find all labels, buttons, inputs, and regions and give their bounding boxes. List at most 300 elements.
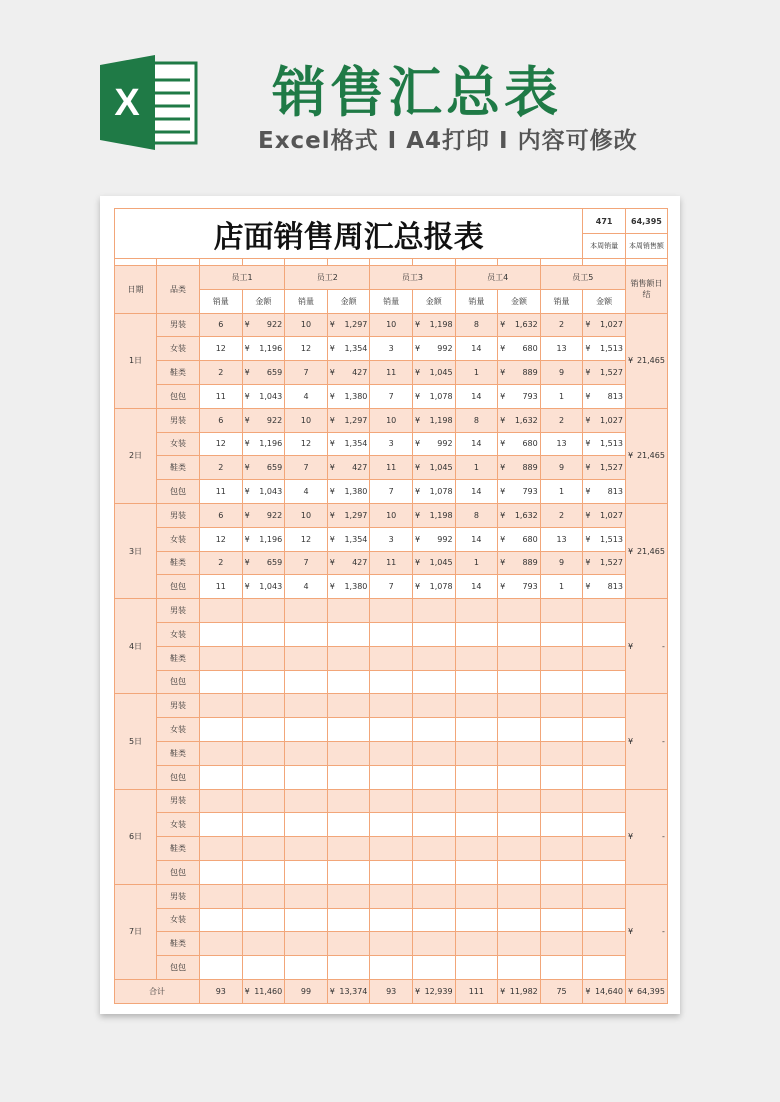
amount-cell[interactable] [327, 361, 370, 385]
empty-cell[interactable] [412, 837, 455, 861]
amount-cell[interactable] [583, 313, 626, 337]
qty-cell[interactable]: 3 [370, 527, 413, 551]
empty-cell[interactable] [412, 599, 455, 623]
empty-cell[interactable] [242, 765, 285, 789]
empty-cell[interactable] [327, 694, 370, 718]
empty-cell[interactable] [583, 884, 626, 908]
empty-cell[interactable] [540, 860, 583, 884]
empty-cell[interactable] [412, 622, 455, 646]
amount-cell[interactable] [242, 432, 285, 456]
qty-cell[interactable]: 11 [200, 575, 243, 599]
empty-cell[interactable] [412, 670, 455, 694]
empty-cell[interactable] [583, 646, 626, 670]
empty-cell[interactable] [242, 908, 285, 932]
empty-cell[interactable] [498, 741, 541, 765]
empty-cell[interactable] [242, 860, 285, 884]
qty-cell[interactable]: 12 [200, 432, 243, 456]
empty-cell[interactable] [327, 741, 370, 765]
amount-cell[interactable] [412, 408, 455, 432]
empty-cell[interactable] [370, 813, 413, 837]
empty-cell[interactable] [370, 599, 413, 623]
amount-cell[interactable] [583, 503, 626, 527]
empty-cell[interactable] [412, 884, 455, 908]
qty-cell[interactable]: 2 [540, 313, 583, 337]
table-row [115, 670, 668, 694]
amount-cell[interactable] [498, 527, 541, 551]
empty-cell[interactable] [498, 765, 541, 789]
empty-cell[interactable] [327, 908, 370, 932]
qty-cell[interactable]: 1 [455, 456, 498, 480]
empty-cell[interactable] [327, 718, 370, 742]
empty-cell[interactable] [242, 813, 285, 837]
amount-cell[interactable] [412, 361, 455, 385]
qty-cell[interactable]: 10 [285, 408, 328, 432]
empty-cell[interactable] [285, 813, 328, 837]
amount-cell[interactable] [327, 480, 370, 504]
empty-cell[interactable] [285, 956, 328, 980]
qty-cell[interactable]: 1 [540, 480, 583, 504]
empty-cell[interactable] [327, 670, 370, 694]
empty-cell[interactable] [242, 932, 285, 956]
spacer-cell [455, 259, 498, 266]
empty-cell[interactable] [498, 646, 541, 670]
qty-cell[interactable]: 14 [455, 527, 498, 551]
currency-symbol: ¥ [329, 439, 335, 449]
amount-cell[interactable] [412, 337, 455, 361]
empty-cell[interactable] [412, 765, 455, 789]
empty-cell[interactable] [200, 837, 243, 861]
qty-cell[interactable]: 10 [370, 503, 413, 527]
qty-cell[interactable]: 12 [285, 527, 328, 551]
grand-total-value: 64,395 [636, 986, 665, 996]
qty-cell[interactable]: 13 [540, 337, 583, 361]
empty-cell[interactable] [200, 884, 243, 908]
total-qty: 75 [540, 979, 583, 1003]
qty-cell[interactable]: 9 [540, 551, 583, 575]
empty-cell[interactable] [583, 908, 626, 932]
empty-cell[interactable] [242, 694, 285, 718]
empty-cell[interactable] [498, 789, 541, 813]
sheet-title: 店面销售周汇总报表 [115, 209, 583, 259]
empty-cell[interactable] [583, 837, 626, 861]
qty-cell[interactable]: 9 [540, 361, 583, 385]
empty-cell[interactable] [285, 765, 328, 789]
empty-cell[interactable] [370, 789, 413, 813]
empty-cell[interactable] [540, 789, 583, 813]
empty-cell[interactable] [327, 599, 370, 623]
empty-cell[interactable] [370, 718, 413, 742]
amount-cell[interactable] [242, 337, 285, 361]
empty-cell[interactable] [498, 884, 541, 908]
qty-cell[interactable]: 9 [540, 456, 583, 480]
empty-cell[interactable] [285, 718, 328, 742]
empty-cell[interactable] [242, 837, 285, 861]
qty-cell[interactable]: 1 [540, 384, 583, 408]
empty-cell[interactable] [583, 956, 626, 980]
empty-cell[interactable] [370, 860, 413, 884]
empty-cell[interactable] [583, 622, 626, 646]
amount-cell[interactable] [498, 313, 541, 337]
empty-cell[interactable] [540, 908, 583, 932]
empty-cell[interactable] [285, 932, 328, 956]
amount-cell[interactable] [583, 527, 626, 551]
qty-cell[interactable]: 7 [285, 361, 328, 385]
empty-cell[interactable] [583, 599, 626, 623]
empty-cell[interactable] [583, 932, 626, 956]
amount-cell[interactable] [412, 575, 455, 599]
amount-cell[interactable] [583, 337, 626, 361]
empty-cell[interactable] [370, 670, 413, 694]
qty-cell[interactable]: 7 [370, 575, 413, 599]
qty-cell[interactable]: 14 [455, 432, 498, 456]
qty-cell[interactable]: 6 [200, 503, 243, 527]
empty-cell[interactable] [583, 813, 626, 837]
empty-cell[interactable] [498, 956, 541, 980]
category-cell: 包包 [157, 860, 200, 884]
empty-cell[interactable] [370, 741, 413, 765]
empty-cell[interactable] [412, 741, 455, 765]
empty-cell[interactable] [498, 694, 541, 718]
qty-cell[interactable]: 8 [455, 313, 498, 337]
qty-cell[interactable]: 6 [200, 408, 243, 432]
empty-cell[interactable] [412, 860, 455, 884]
empty-cell[interactable] [327, 956, 370, 980]
empty-cell[interactable] [285, 789, 328, 813]
empty-cell[interactable] [455, 622, 498, 646]
currency-symbol: ¥ [627, 927, 634, 937]
amount-cell[interactable] [327, 337, 370, 361]
qty-cell[interactable]: 10 [370, 313, 413, 337]
empty-cell[interactable] [455, 646, 498, 670]
empty-cell[interactable] [200, 860, 243, 884]
amount-cell[interactable] [327, 432, 370, 456]
amount-cell[interactable] [242, 361, 285, 385]
empty-cell[interactable] [540, 813, 583, 837]
empty-cell[interactable] [285, 908, 328, 932]
empty-cell[interactable] [412, 932, 455, 956]
empty-cell[interactable] [455, 908, 498, 932]
empty-cell[interactable] [583, 789, 626, 813]
empty-cell[interactable] [540, 932, 583, 956]
empty-cell[interactable] [200, 599, 243, 623]
amount-cell[interactable] [242, 575, 285, 599]
empty-cell[interactable] [455, 956, 498, 980]
amount-cell[interactable] [498, 361, 541, 385]
amount-cell[interactable] [498, 575, 541, 599]
qty-cell[interactable]: 8 [455, 408, 498, 432]
amount-cell[interactable] [327, 503, 370, 527]
empty-cell[interactable] [498, 837, 541, 861]
qty-cell[interactable]: 1 [455, 361, 498, 385]
empty-cell[interactable] [540, 646, 583, 670]
empty-cell[interactable] [285, 646, 328, 670]
empty-cell[interactable] [285, 884, 328, 908]
qty-cell[interactable]: 7 [370, 384, 413, 408]
empty-cell[interactable] [455, 741, 498, 765]
empty-cell[interactable] [540, 884, 583, 908]
amount-cell[interactable] [242, 480, 285, 504]
amount-cell[interactable] [327, 527, 370, 551]
qty-cell[interactable]: 11 [370, 551, 413, 575]
empty-cell[interactable] [327, 646, 370, 670]
empty-cell[interactable] [200, 670, 243, 694]
empty-cell[interactable] [498, 860, 541, 884]
empty-cell[interactable] [370, 694, 413, 718]
qty-cell[interactable]: 13 [540, 527, 583, 551]
qty-cell[interactable]: 14 [455, 480, 498, 504]
qty-cell[interactable]: 14 [455, 384, 498, 408]
empty-cell[interactable] [540, 765, 583, 789]
qty-cell[interactable]: 2 [200, 361, 243, 385]
empty-cell[interactable] [370, 956, 413, 980]
empty-cell[interactable] [200, 718, 243, 742]
empty-cell[interactable] [583, 860, 626, 884]
empty-cell[interactable] [455, 670, 498, 694]
empty-cell[interactable] [200, 622, 243, 646]
empty-cell[interactable] [242, 599, 285, 623]
empty-cell[interactable] [455, 860, 498, 884]
empty-cell[interactable] [242, 622, 285, 646]
empty-cell[interactable] [455, 694, 498, 718]
amount-cell[interactable] [498, 456, 541, 480]
empty-cell[interactable] [455, 789, 498, 813]
empty-cell[interactable] [285, 670, 328, 694]
empty-cell[interactable] [242, 646, 285, 670]
empty-cell[interactable] [200, 789, 243, 813]
qty-cell[interactable]: 4 [285, 384, 328, 408]
empty-cell[interactable] [370, 622, 413, 646]
empty-cell[interactable] [242, 789, 285, 813]
amount-cell[interactable] [412, 384, 455, 408]
empty-cell[interactable] [285, 599, 328, 623]
empty-cell[interactable] [200, 646, 243, 670]
empty-cell[interactable] [200, 932, 243, 956]
empty-cell[interactable] [498, 908, 541, 932]
empty-cell[interactable] [285, 837, 328, 861]
amount-cell[interactable] [327, 551, 370, 575]
qty-cell[interactable]: 12 [285, 432, 328, 456]
empty-cell[interactable] [285, 860, 328, 884]
empty-cell[interactable] [583, 694, 626, 718]
qty-cell[interactable]: 8 [455, 503, 498, 527]
empty-cell[interactable] [370, 837, 413, 861]
qty-cell[interactable]: 11 [370, 361, 413, 385]
amount-cell[interactable] [498, 337, 541, 361]
qty-cell[interactable]: 11 [370, 456, 413, 480]
qty-cell[interactable]: 14 [455, 337, 498, 361]
qty-cell[interactable]: 1 [540, 575, 583, 599]
qty-cell[interactable]: 7 [285, 456, 328, 480]
currency-symbol: ¥ [329, 510, 335, 520]
empty-cell[interactable] [455, 718, 498, 742]
amount-cell[interactable] [412, 503, 455, 527]
qty-cell[interactable]: 11 [200, 384, 243, 408]
empty-cell[interactable] [412, 718, 455, 742]
empty-cell[interactable] [327, 932, 370, 956]
empty-cell[interactable] [540, 837, 583, 861]
amount-cell[interactable] [327, 456, 370, 480]
empty-cell[interactable] [327, 813, 370, 837]
qty-cell[interactable]: 7 [285, 551, 328, 575]
empty-cell[interactable] [455, 599, 498, 623]
empty-cell[interactable] [370, 765, 413, 789]
empty-cell[interactable] [455, 837, 498, 861]
empty-cell[interactable] [327, 622, 370, 646]
empty-cell[interactable] [242, 884, 285, 908]
empty-cell[interactable] [540, 622, 583, 646]
empty-cell[interactable] [540, 599, 583, 623]
currency-symbol: ¥ [244, 510, 250, 520]
amount-cell[interactable] [583, 408, 626, 432]
qty-cell[interactable]: 6 [200, 313, 243, 337]
empty-cell[interactable] [412, 789, 455, 813]
empty-cell[interactable] [285, 741, 328, 765]
category-cell: 女装 [157, 813, 200, 837]
qty-cell[interactable]: 10 [285, 313, 328, 337]
empty-cell[interactable] [200, 956, 243, 980]
amount-value: 793 [522, 487, 538, 497]
amount-cell[interactable] [242, 551, 285, 575]
empty-cell[interactable] [498, 932, 541, 956]
amount-cell[interactable] [583, 551, 626, 575]
category-cell: 鞋类 [157, 932, 200, 956]
empty-cell[interactable] [412, 908, 455, 932]
table-row [115, 837, 668, 861]
empty-cell[interactable] [583, 718, 626, 742]
qty-cell[interactable]: 11 [200, 480, 243, 504]
qty-cell[interactable]: 10 [370, 408, 413, 432]
amount-cell[interactable] [327, 313, 370, 337]
qty-cell[interactable]: 4 [285, 575, 328, 599]
amount-cell[interactable] [412, 527, 455, 551]
empty-cell[interactable] [455, 813, 498, 837]
currency-symbol: ¥ [414, 368, 421, 378]
qty-cell[interactable]: 12 [200, 527, 243, 551]
empty-cell[interactable] [370, 646, 413, 670]
qty-cell[interactable]: 10 [285, 503, 328, 527]
empty-cell[interactable] [200, 694, 243, 718]
empty-cell[interactable] [370, 932, 413, 956]
empty-cell[interactable] [498, 670, 541, 694]
amount-cell[interactable] [583, 575, 626, 599]
amount-cell[interactable] [498, 432, 541, 456]
amount-cell[interactable] [583, 384, 626, 408]
amount-cell[interactable] [498, 551, 541, 575]
empty-cell[interactable] [455, 884, 498, 908]
empty-cell[interactable] [498, 718, 541, 742]
empty-cell[interactable] [285, 694, 328, 718]
empty-cell[interactable] [412, 956, 455, 980]
empty-cell[interactable] [242, 718, 285, 742]
amount-cell[interactable] [583, 432, 626, 456]
qty-cell[interactable]: 12 [285, 337, 328, 361]
week-qty-label: 本周销量 [583, 234, 626, 259]
qty-cell[interactable]: 2 [540, 408, 583, 432]
empty-cell[interactable] [583, 765, 626, 789]
amount-cell[interactable] [327, 384, 370, 408]
amount-cell[interactable] [412, 551, 455, 575]
amount-cell[interactable] [498, 408, 541, 432]
empty-cell[interactable] [412, 694, 455, 718]
empty-cell[interactable] [455, 932, 498, 956]
empty-cell[interactable] [327, 765, 370, 789]
amount-cell[interactable] [412, 480, 455, 504]
amount-cell[interactable] [498, 384, 541, 408]
amount-cell[interactable] [242, 456, 285, 480]
qty-cell[interactable]: 12 [200, 337, 243, 361]
amount-cell[interactable] [412, 313, 455, 337]
category-cell: 包包 [157, 384, 200, 408]
empty-cell[interactable] [242, 741, 285, 765]
empty-cell[interactable] [583, 670, 626, 694]
amount-cell[interactable] [498, 480, 541, 504]
qty-cell[interactable]: 2 [200, 551, 243, 575]
empty-cell[interactable] [327, 837, 370, 861]
qty-cell[interactable]: 1 [455, 551, 498, 575]
amount-cell[interactable] [242, 503, 285, 527]
qty-cell[interactable]: 2 [200, 456, 243, 480]
amount-cell[interactable] [583, 480, 626, 504]
empty-cell[interactable] [583, 741, 626, 765]
empty-cell[interactable] [200, 741, 243, 765]
empty-cell[interactable] [540, 956, 583, 980]
empty-cell[interactable] [200, 765, 243, 789]
empty-cell[interactable] [285, 622, 328, 646]
empty-cell[interactable] [370, 884, 413, 908]
table-row [115, 718, 668, 742]
empty-cell[interactable] [540, 741, 583, 765]
qty-cell[interactable]: 3 [370, 337, 413, 361]
empty-cell[interactable] [498, 813, 541, 837]
empty-cell[interactable] [412, 813, 455, 837]
empty-cell[interactable] [327, 789, 370, 813]
empty-cell[interactable] [412, 646, 455, 670]
amount-cell[interactable] [412, 432, 455, 456]
empty-cell[interactable] [370, 908, 413, 932]
empty-cell[interactable] [200, 908, 243, 932]
empty-cell[interactable] [242, 670, 285, 694]
empty-cell[interactable] [540, 670, 583, 694]
amount-cell[interactable] [583, 361, 626, 385]
amount-cell[interactable] [327, 408, 370, 432]
empty-cell[interactable] [327, 860, 370, 884]
empty-cell[interactable] [498, 622, 541, 646]
amount-cell[interactable] [583, 456, 626, 480]
qty-cell[interactable]: 13 [540, 432, 583, 456]
amount-cell[interactable] [242, 408, 285, 432]
amount-cell[interactable] [242, 384, 285, 408]
empty-cell[interactable] [327, 884, 370, 908]
amount-cell[interactable] [498, 503, 541, 527]
empty-cell[interactable] [455, 765, 498, 789]
qty-cell[interactable]: 2 [540, 503, 583, 527]
qty-cell[interactable]: 4 [285, 480, 328, 504]
amount-cell[interactable] [242, 313, 285, 337]
empty-cell[interactable] [540, 694, 583, 718]
qty-cell[interactable]: 3 [370, 432, 413, 456]
currency-symbol: ¥ [500, 391, 506, 401]
table-row [115, 741, 668, 765]
empty-cell[interactable] [200, 813, 243, 837]
empty-cell[interactable] [498, 599, 541, 623]
amount-cell[interactable] [327, 575, 370, 599]
empty-cell[interactable] [242, 956, 285, 980]
amount-cell[interactable] [412, 456, 455, 480]
amount-cell[interactable] [242, 527, 285, 551]
qty-cell[interactable]: 14 [455, 575, 498, 599]
empty-cell[interactable] [540, 718, 583, 742]
qty-cell[interactable]: 7 [370, 480, 413, 504]
